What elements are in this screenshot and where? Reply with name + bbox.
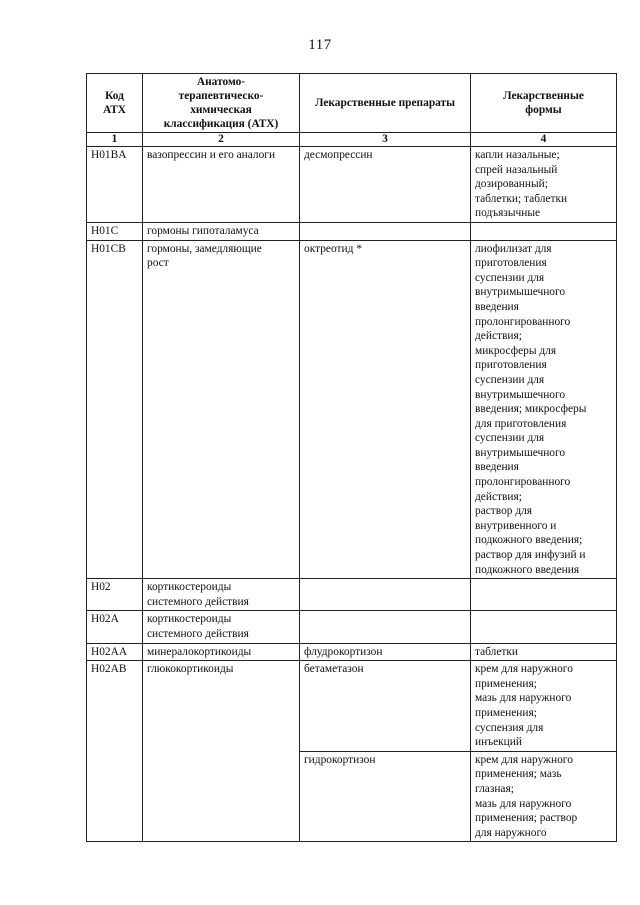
table-row — [87, 579, 617, 611]
cell-code: H02AA — [87, 643, 143, 661]
cell-classification: вазопрессин и его аналоги — [143, 147, 300, 223]
cell-forms: лиофилизат для приготовления суспензии для внутримышечного введения пролонгированного действия; микросферы для приготовления суспензии для внутримышечного введения; микросферы для приготовления суспензии для внутримышечного введения пролонгированного действия; раствор для внутривенного и подкожного введения; раствор для инфузий и подкожного введения — [471, 240, 617, 579]
atx-drug-table — [86, 73, 617, 842]
cell-forms — [471, 579, 617, 611]
column-number-2: 2 — [143, 133, 300, 147]
cell-code: H01BA — [87, 147, 143, 223]
cell-drug: гидрокортизон — [300, 751, 471, 842]
cell-code: H01C — [87, 222, 143, 240]
table-row — [87, 661, 617, 752]
cell-code: H01CB — [87, 240, 143, 579]
cell-classification: глюкокортикоиды — [143, 661, 300, 842]
table-row — [87, 240, 617, 579]
table-row — [87, 222, 617, 240]
cell-classification: гормоны гипоталамуса — [143, 222, 300, 240]
table-row — [87, 643, 617, 661]
cell-code: H02AB — [87, 661, 143, 842]
cell-drug: бетаметазон — [300, 661, 471, 752]
cell-drug — [300, 222, 471, 240]
header-drugs: Лекарственные препараты — [300, 74, 471, 133]
header-row — [87, 74, 617, 133]
header-forms: Лекарственные формы — [471, 74, 617, 133]
header-classification: Анатомо- терапевтическо- химическая классификация (АТХ) — [143, 74, 300, 133]
cell-forms: крем для наружного применения; мазь глазная; мазь для наружного применения; раствор для наружного — [471, 751, 617, 842]
cell-classification: гормоны, замедляющие рост — [143, 240, 300, 579]
cell-forms: крем для наружного применения; мазь для наружного применения; суспензия для инъекций — [471, 661, 617, 752]
column-number-row — [87, 133, 617, 147]
cell-forms — [471, 222, 617, 240]
column-number-3: 3 — [300, 133, 471, 147]
column-number-1: 1 — [87, 133, 143, 147]
table-body — [87, 147, 617, 842]
cell-drug: октреотид * — [300, 240, 471, 579]
cell-forms: капли назальные; спрей назальный дозированный; таблетки; таблетки подъязычные — [471, 147, 617, 223]
table-row — [87, 147, 617, 223]
header-code: Код АТХ — [87, 74, 143, 133]
cell-drug: флудрокортизон — [300, 643, 471, 661]
cell-drug — [300, 611, 471, 643]
cell-forms — [471, 611, 617, 643]
cell-classification: кортикостероиды системного действия — [143, 611, 300, 643]
cell-drug: десмопрессин — [300, 147, 471, 223]
page-number: 117 — [308, 37, 332, 53]
cell-classification: кортикостероиды системного действия — [143, 579, 300, 611]
cell-code: H02 — [87, 579, 143, 611]
cell-forms: таблетки — [471, 643, 617, 661]
cell-drug — [300, 579, 471, 611]
table-header — [87, 74, 617, 147]
cell-classification: минералокортикоиды — [143, 643, 300, 661]
column-number-4: 4 — [471, 133, 617, 147]
table-row — [87, 611, 617, 643]
cell-code: H02A — [87, 611, 143, 643]
